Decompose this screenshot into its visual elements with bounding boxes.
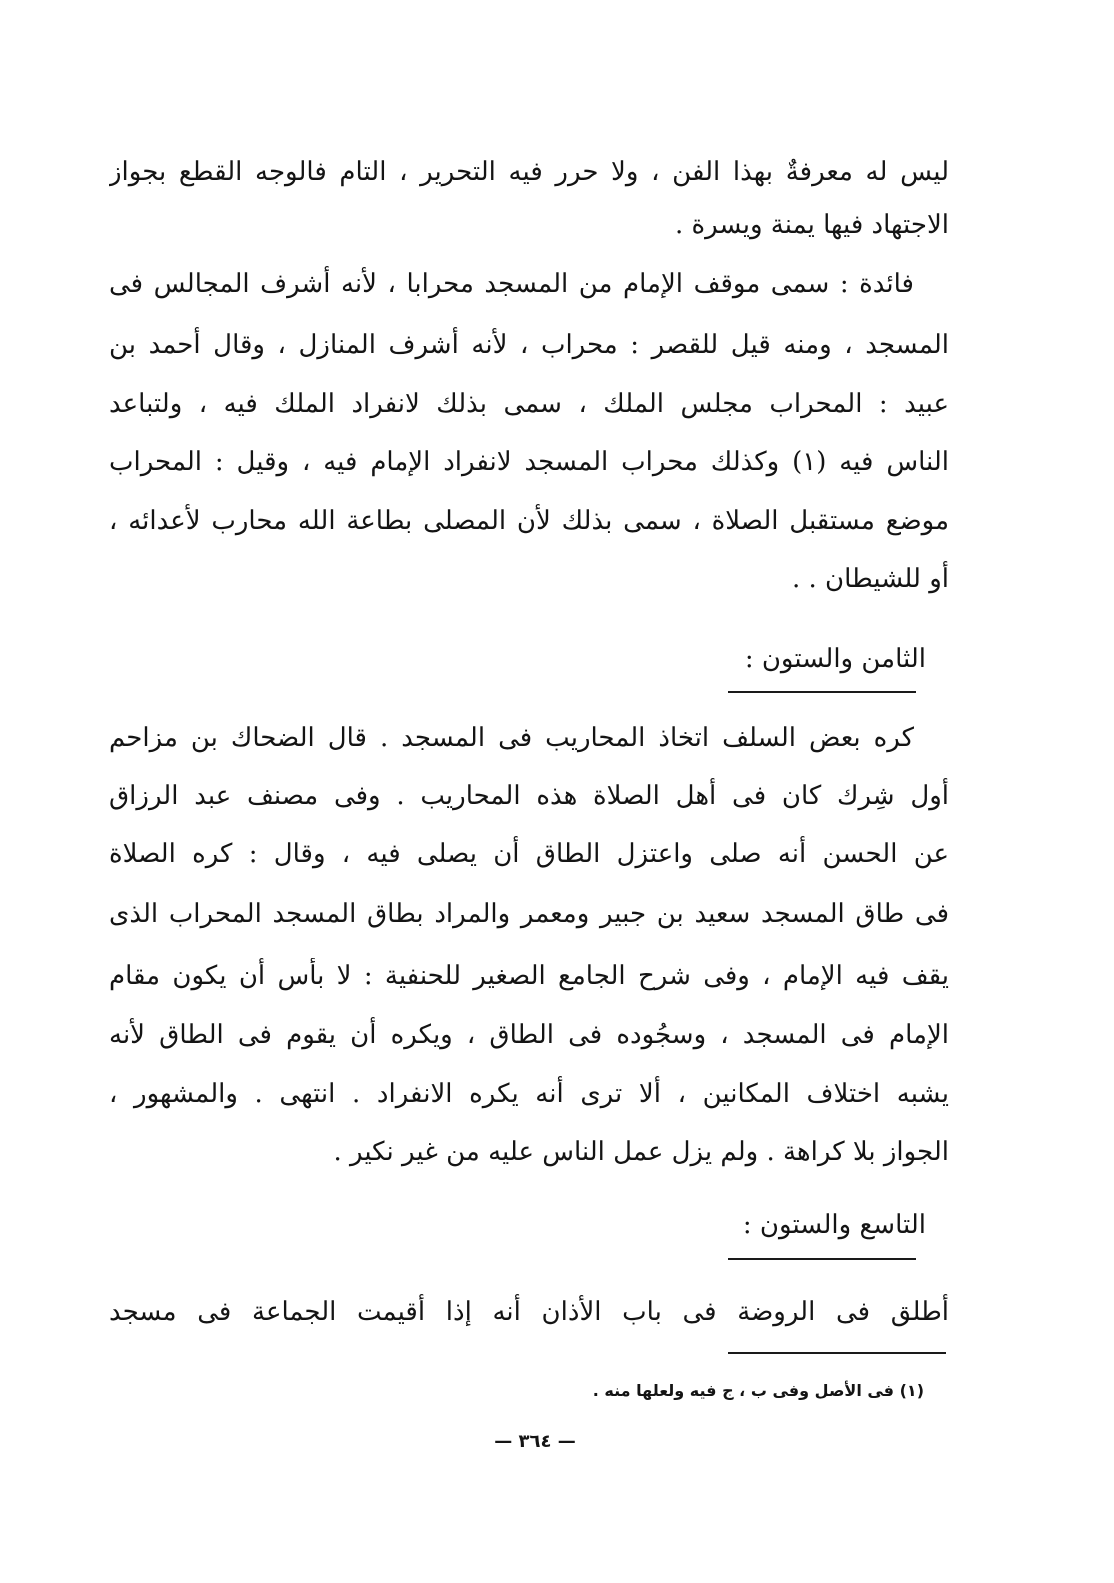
page-number: — ٣٦٤ —: [494, 1431, 576, 1452]
text-line: الجواز بلا كراهة . ولم يزل عمل الناس عليه من غير نكير .: [333, 1137, 949, 1167]
text-line: فائدة : سمى موقف الإمام من المسجد محرابا ، لأنه أشرف المجالس فى: [109, 269, 914, 299]
text-line: الناس فيه (١) وكذلك محراب المسجد لانفراد الإمام فيه ، وقيل : المحراب: [109, 447, 949, 477]
section-heading: التاسع والستون :: [742, 1210, 926, 1240]
footnote-separator: [728, 1352, 946, 1354]
text-line: كره بعض السلف اتخاذ المحاريب فى المسجد . قال الضحاك بن مزاحم: [109, 723, 914, 753]
text-line: الاجتهاد فيها يمنة ويسرة .: [675, 210, 949, 240]
section-heading: الثامن والستون :: [744, 644, 926, 674]
text-line: يشبه اختلاف المكانين ، ألا ترى أنه يكره الانفراد . انتهى . والمشهور ،: [109, 1079, 949, 1109]
heading-underline: [728, 1258, 916, 1260]
text-line: أو للشيطان . .: [791, 564, 949, 594]
text-line: يقف فيه الإمام ، وفى شرح الجامع الصغير للحنفية : لا بأس أن يكون مقام: [109, 961, 949, 991]
text-line: المسجد ، ومنه قيل للقصر : محراب ، لأنه أشرف المنازل ، وقال أحمد بن: [109, 330, 949, 360]
text-line: عبيد : المحراب مجلس الملك ، سمى بذلك لانفراد الملك فيه ، ولتباعد: [109, 389, 949, 419]
footnote: (١) فى الأصل وفى ب ، ج فيه ولعلها منه .: [592, 1381, 924, 1400]
text-line: عن الحسن أنه صلى واعتزل الطاق أن يصلى فيه ، وقال : كره الصلاة: [109, 839, 949, 869]
heading-underline: [728, 691, 916, 693]
text-line: أطلق فى الروضة فى باب الأذان أنه إذا أقيمت الجماعة فى مسجد: [109, 1297, 949, 1327]
text-line: الإمام فى المسجد ، وسجُوده فى الطاق ، ويكره أن يقوم فى الطاق لأنه: [109, 1020, 949, 1050]
text-line: فى طاق المسجد سعيد بن جبير ومعمر والمراد بطاق المسجد المحراب الذى: [109, 899, 949, 929]
text-line: أول شِرك كان فى أهل الصلاة هذه المحاريب . وفى مصنف عبد الرزاق: [109, 781, 949, 811]
text-line: ليس له معرفةٌ بهذا الفن ، ولا حرر فيه التحرير ، التام فالوجه القطع بجواز: [109, 157, 949, 187]
text-line: موضع مستقبل الصلاة ، سمى بذلك لأن المصلى بطاعة الله محارب لأعدائه ،: [109, 506, 949, 536]
